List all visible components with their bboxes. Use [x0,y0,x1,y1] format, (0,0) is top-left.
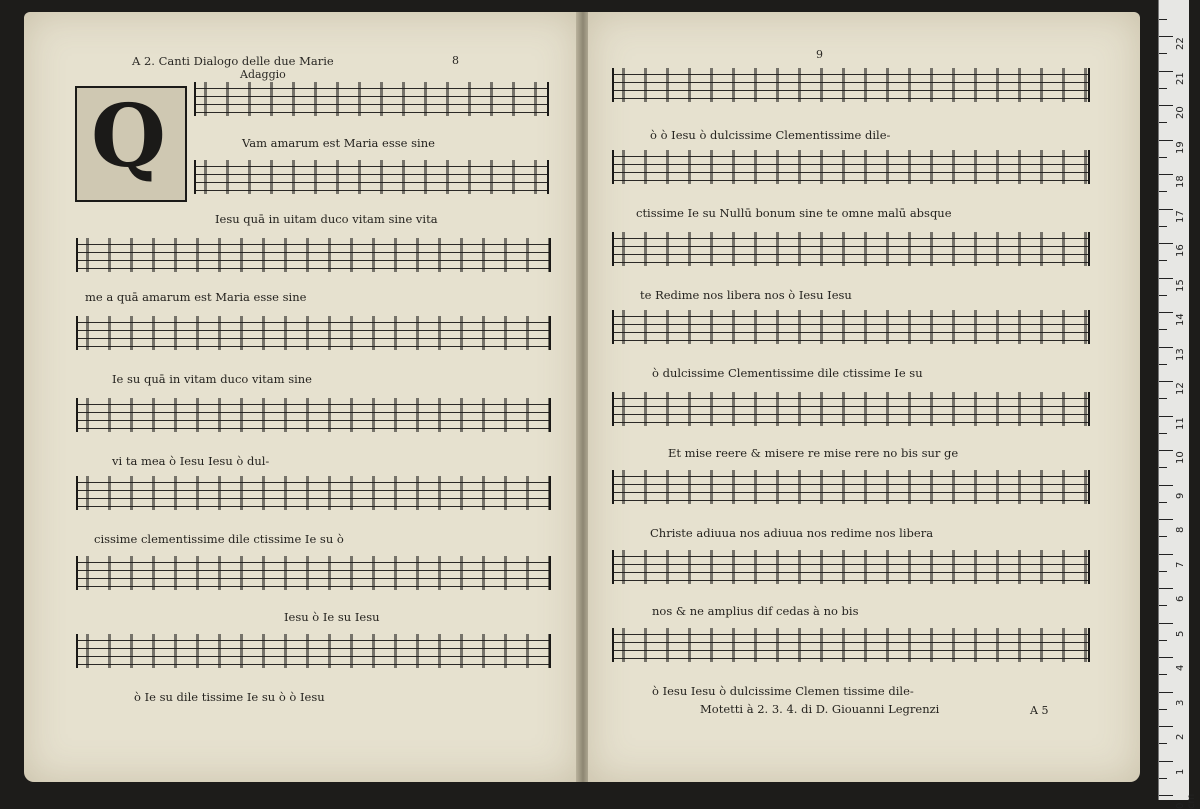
ruler-number: 16 [1175,244,1186,257]
publication-footer: Motetti à 2. 3. 4. di D. Giouanni Legrenzi [700,702,940,716]
ruler-number: 4 [1175,664,1186,671]
ruler-tick [1159,433,1167,434]
ruler-number: 14 [1175,313,1186,326]
lyric-line: nos & ne amplius dif cedas à no bis [652,604,859,618]
tempo-marking: Adaggio [240,68,286,81]
lyric-line: cissime clementissime dile ctissime Ie su ò [94,532,344,546]
ruler-number: 21 [1175,71,1186,85]
initial-letter-q-icon: Q [91,86,166,187]
music-staff [612,628,1090,662]
ruler-number: 5 [1175,630,1186,637]
ruler-tick [1159,174,1173,175]
ruler-tick [1159,295,1167,296]
left-page-header: A 2. Canti Dialogo delle due Marie [132,54,334,68]
ruler-number: 0 cm [1175,793,1197,809]
ruler-number: 3 [1175,699,1186,706]
ruler-number: 8 [1175,526,1186,533]
ruler-tick [1159,726,1173,727]
ruler-tick [1159,692,1173,693]
lyric-line: Iesu ò Ie su Iesu [284,610,380,624]
ruler-tick [1159,53,1167,54]
ruler-tick [1159,571,1167,572]
music-staff [76,238,551,272]
ruler-tick [1159,260,1167,261]
ruler-number: 11 [1175,416,1186,430]
lyric-line: te Redime nos libera nos ò Iesu Iesu [640,288,852,302]
lyric-line: vi ta mea ò Iesu Iesu ò dul- [112,454,270,468]
ruler-tick [1159,88,1167,89]
ruler-tick [1159,312,1173,313]
ruler-tick [1159,485,1173,486]
music-staff [194,82,549,116]
ruler-tick [1159,71,1173,72]
ruler-tick [1159,381,1173,382]
decorated-initial-q [75,86,187,202]
ruler-tick [1159,554,1173,555]
music-staff [76,398,551,432]
ruler-tick [1159,502,1167,503]
ruler-number: 1 [1175,768,1186,775]
ruler-tick [1159,623,1173,624]
ruler-tick [1159,450,1173,451]
music-staff [612,550,1090,584]
music-staff [612,470,1090,504]
signature-mark: A 5 [1030,704,1049,717]
ruler-number: 15 [1175,278,1186,292]
ruler-tick [1159,329,1167,330]
music-staff [612,310,1090,344]
left-page-number: 8 [452,54,459,67]
ruler-tick [1159,226,1167,227]
ruler-tick [1159,467,1167,468]
ruler-number: 18 [1175,175,1186,188]
lyric-line: ò Ie su dile tissime Ie su ò ò Iesu [134,690,325,704]
ruler-tick [1159,122,1167,123]
music-staff [612,150,1090,184]
ruler-tick [1159,278,1173,279]
ruler-number: 6 [1175,595,1186,602]
ruler-tick [1159,398,1167,399]
measurement-ruler [1158,0,1197,809]
music-staff [612,232,1090,266]
lyric-line: Vam amarum est Maria esse sine [242,136,435,150]
ruler-tick [1159,709,1167,710]
music-staff [76,316,551,350]
ruler-number: 9 [1175,492,1186,499]
ruler-tick [1159,761,1173,762]
ruler-number: 2 [1175,733,1186,740]
lyric-line: Ie su quā in vitam duco vitam sine [112,372,312,386]
lyric-line: ctissime Ie su Nullū bonum sine te omne malū absque [636,206,952,220]
ruler-number: 20 [1175,106,1186,119]
ruler-tick [1159,36,1173,37]
ruler-tick [1159,140,1173,141]
ruler-tick [1159,243,1173,244]
ruler-number: 12 [1175,382,1186,395]
lyric-line: Et mise reere & misere re mise rere no bis sur ge [668,446,959,460]
lyric-line: ò ò Iesu ò dulcissime Clementissime dile- [650,128,891,142]
ruler-tick [1159,19,1167,20]
ruler-number: 7 [1175,561,1186,568]
ruler-number: 10 [1175,451,1186,464]
ruler-tick [1159,640,1167,641]
lyric-line: Christe adiuua nos adiuua nos redime nos libera [650,526,934,540]
ruler-tick [1159,347,1173,348]
ruler-tick [1159,536,1167,537]
music-staff [76,476,551,510]
ruler-number: 19 [1175,140,1186,154]
lyric-line: ò dulcissime Clementissime dile ctissime Ie su [652,366,923,380]
music-staff [612,68,1090,102]
ruler-tick [1159,157,1167,158]
lyric-line: Iesu quā in uitam duco vitam sine vita [215,212,438,226]
ruler-number: 17 [1175,209,1186,223]
ruler-tick [1159,364,1167,365]
lyric-line: me a quā amarum est Maria esse sine [85,290,307,304]
ruler-tick [1159,416,1173,417]
ruler-tick [1159,674,1167,675]
ruler-tick [1159,588,1173,589]
ruler-tick [1159,657,1173,658]
lyric-line: ò Iesu Iesu ò dulcissime Clemen tissime dile- [652,684,914,698]
right-page-number: 9 [816,48,823,61]
ruler-tick [1159,519,1173,520]
ruler-tick [1159,209,1173,210]
ruler-tick [1159,795,1173,796]
music-staff [612,392,1090,426]
music-staff [194,160,549,194]
ruler-tick [1159,605,1167,606]
ruler-tick [1159,778,1167,779]
ruler-tick [1159,191,1167,192]
ruler-tick [1159,743,1167,744]
ruler-number: 22 [1175,37,1186,50]
ruler-tick [1159,105,1173,106]
music-staff [76,556,551,590]
ruler-number: 13 [1175,347,1186,361]
music-staff [76,634,551,668]
